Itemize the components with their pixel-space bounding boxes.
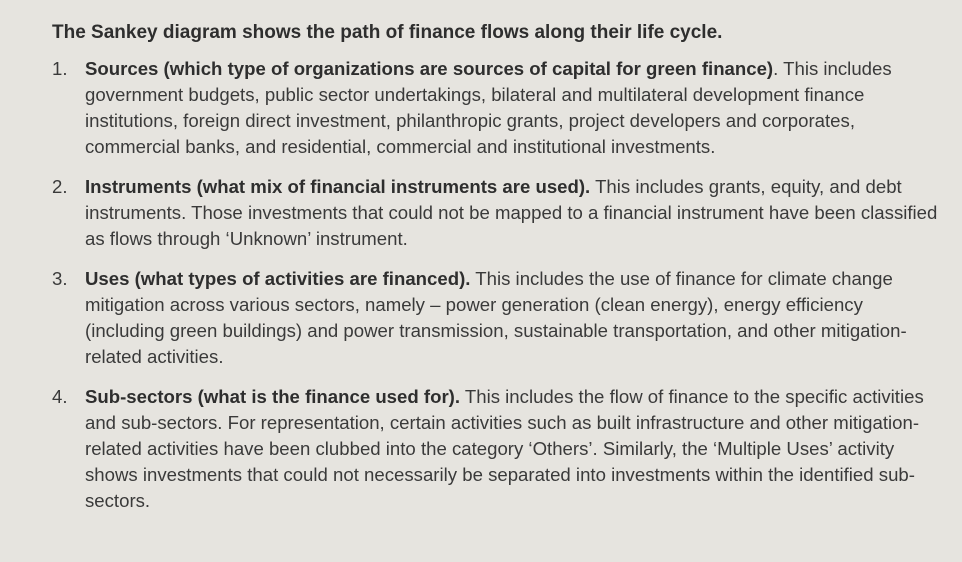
item-body: . This includes government budgets, public sector undertakings, bilateral and multilateral development finance institutions, foreign direct investment, philanthropic grants, project developers and corporates, commercial banks, and residential, commercial and institutional investments. xyxy=(85,58,892,157)
list-item-uses xyxy=(52,266,942,370)
intro-text: The Sankey diagram shows the path of finance flows along their life cycle. xyxy=(52,22,723,43)
item-number: 1. xyxy=(52,58,68,79)
list-item-sub-sectors xyxy=(52,384,942,514)
item-body: This includes the flow of finance to the specific activities and sub-sectors. For representation, certain activities such as built infrastructure and other mitigation-related activities have been clubbed into the category ‘Others’. Similarly, the ‘Multiple Uses’ activity shows investments that could not necessarily be separated into investments within the identified sub-sectors. xyxy=(85,386,924,511)
item-number: 4. xyxy=(52,386,68,407)
item-body: This includes grants, equity, and debt instruments. Those investments that could not be mapped to a financial instrument have been classified as flows through ‘Unknown’ instrument. xyxy=(85,176,938,249)
item-heading: Sub-sectors (what is the finance used for). xyxy=(85,386,461,407)
list-item-instruments xyxy=(52,174,942,252)
item-number: 2. xyxy=(52,176,68,197)
item-heading: Sources (which type of organizations are sources of capital for green finance) xyxy=(85,58,774,79)
item-number: 3. xyxy=(52,268,68,289)
item-heading: Uses (what types of activities are financed). xyxy=(85,268,471,289)
item-body: This includes the use of finance for climate change mitigation across various sectors, namely – power generation (clean energy), energy efficiency (including green buildings) and power transmission, sustainable transportation, and other mitigation-related activities. xyxy=(85,268,907,367)
life-cycle-list xyxy=(52,56,942,514)
list-item-sources xyxy=(52,56,942,160)
item-heading: Instruments (what mix of financial instruments are used). xyxy=(85,176,591,197)
